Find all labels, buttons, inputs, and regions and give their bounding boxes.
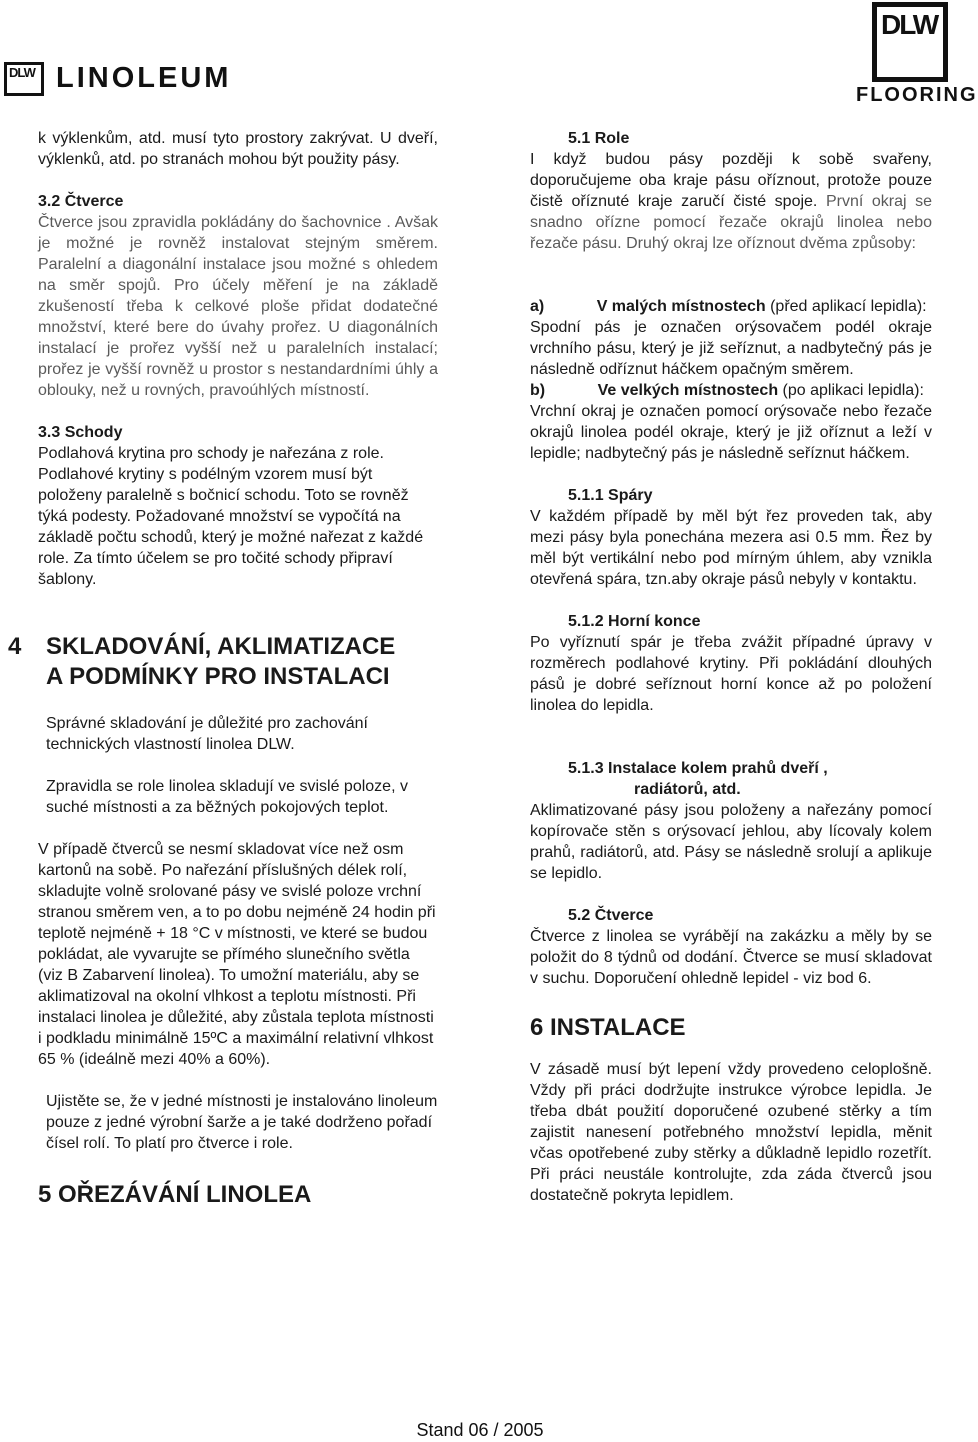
logo-lettering: DLW [9,65,35,80]
s33-p5: Za tímto účelem se pro točité schody připraví šablony. [38,550,393,588]
section-3-2-text [38,212,438,401]
section-5-2-text [530,926,932,989]
option-b-text: Vrchní okraj je označen pomocí orýsovače nebo řezače okrajů linolea podél okraje, který je již oříznut a leží v lepidle; nadbytečný pás je následně seříznut háčkem. [530,403,932,462]
s52-p3: Doporučení ohledně lepidel - viz bod 6. [594,970,872,987]
s4-p3d: Při instalaci linolea je důležité, aby zůstala teplota místnosti i podkladu minimálně 15ºC a maximální relativní vlhkost 65 % (ideálně mezi 40% a 60%). [38,988,434,1068]
section-5-1-2-text [530,632,932,716]
section-5-2-heading: 5.2 Čtverce [568,907,654,924]
brand-flooring: FLOORING [856,84,978,106]
footer-stand: Stand 06 / 2005 [416,1420,544,1440]
logo-lettering: DLW [881,9,938,40]
section-5-1-2-heading: 5.1.2 Horní konce [568,613,701,630]
section-5-1-3-heading-2: radiátorů, atd. [634,781,741,798]
section-4-title-1: SKLADOVÁNÍ, AKLIMATIZACE [46,633,396,660]
right-column [530,128,932,1206]
s512-p1: Po vyříznutí spár je třeba zvážit případné úpravy v rozměrech podlahové krytiny. [530,634,932,672]
option-a-bold: V malých místnostech [596,298,766,315]
option-b-label: b) [530,382,546,399]
s4-p3a: V případě čtverců se nesmí skladovat více než osm kartonů na sobě. [38,841,404,879]
option-a-heading [530,296,932,317]
section-5-1-heading: 5.1 Role [568,130,630,147]
s33-p4: Požadované množství se vypočítá na základě počtu schodů, který je možné nařezat z každé role. [38,508,424,567]
section-5-1-3-heading-1: 5.1.3 Instalace kolem prahů dveří , [568,760,828,777]
s32-p1: Čtverce jsou zpravidla pokládány do šachovnice . Avšak je možné je rovněž instalovat stejným směrem. Paralelní a diagonální instalace jsou možné s ohledem na směr spojů. [38,214,438,294]
section-4-p4: Ujistěte se, že v jedné místnosti je instalováno linoleum pouze z jedné výrobní šarže a je také dodrženo pořadí čísel rolí. To platí pro čtverce i role. [46,1093,438,1152]
s4-p3c: To umožní materiálu, aby se aklimatizoval na okolní vlhkost a teplotu místnosti. [38,967,420,1005]
section-6-text: V zásadě musí být lepení vždy provedeno celoplošně. Vždy při práci dodržujte instrukce výrobce lepidla. Je třeba dbát použití doporučené ozubené stěrky a tím zajistit nanesení potřebného množství lepidla, měnit včas opotřebené zuby stěrky a důkladně lepidlo rozetřít. Při práci neustále kontrolujte, zda záda čtverců jsou dostatečně pokryta lepidlem. [530,1061,932,1204]
option-b-rest: (po aplikaci lepidla): [782,382,924,399]
s33-p3: Toto se rovněž týká podesty. [38,487,409,525]
option-b-heading [530,380,932,401]
s51-p1: I když budou pásy později k sobě svařeny, doporučujeme oba kraje pásu oříznout, protože pouze čistě oříznuté kraje zaručí čisté spoje. [530,151,932,210]
left-column [8,128,438,1210]
section-4-p1: Správné skladování je důležité pro zachování technických vlastností linolea DLW. [46,715,368,753]
s4-p3b: Po nařezání příslušných délek rolí, skladujte volně srolované pásy ve svislé poloze vrchní stranou směrem ven, a to po dobu nejméně 24 hodin při teplotě nejméně + 18 °C v místnosti, ve které se budou pokládat, ale vyvarujte se přímého slunečního světla (viz B Zabarvení linolea). [38,862,436,984]
dlw-small-logo [4,62,44,96]
section-3-2-heading: 3.2 Čtverce [38,193,124,210]
s52-p1: Čtverce z linolea se vyrábějí na zakázku a měly by se položit do 8 týdnů od dodání. [530,928,932,966]
section-5-1-text [530,149,932,254]
option-b-bold: Ve velkých místnostech [597,382,779,399]
dlw-large-logo [872,2,948,82]
section-3-3-heading: 3.3 Schody [38,424,123,441]
section-4-title-2: A PODMÍNKY PRO INSTALACI [46,663,390,690]
section-5-1-1-heading: 5.1.1 Spáry [568,487,653,504]
option-a-label: a) [530,298,545,315]
option-a-text: Spodní pás je označen orýsovačem podél okraje vrchního pásu, který je již seříznut, a nadbytečný pás je následně odříznut háčkem opačným směrem. [530,319,932,378]
s33-p1: Podlahová krytina pro schody je nařezána z role. [38,445,384,462]
s32-p2: Pro účely měření je na základě zkušeností třeba k celkové ploše přidat dodatečné množství, které bere do úvahy prořez. [38,277,438,336]
section-4-heading [8,632,438,692]
intro-paragraph: k výklenkům, atd. musí tyto prostory zakrývat. U dveří, výklenků, atd. po stranách mohou být použity pásy. [38,130,438,168]
s512-p2: Při pokládání dlouhých pásů je dobré seříznout horní konce až po položení linolea do lepidla. [530,655,933,714]
section-6-heading: 6 INSTALACE [530,1014,686,1041]
section-5-1-1-text: V každém případě by měl být řez proveden tak, aby mezi pásy byla ponechána mezera asi 0.5 mm. Řez by měl být vertikální nebo pod mírným úhlem, aby vznikla otevřená spára, tzn.aby okraje pásů nebyly v kontaktu. [530,508,932,588]
s32-p3: U diagonálních instalací je prořez vyšší než u paralelních instalací; prořez je vyšší rovněž u prostor s nestandardními úhly a oblouky, než u rovných, pravoúhlých místností. [38,319,438,399]
section-5-heading: 5 OŘEZÁVÁNÍ LINOLEA [38,1181,312,1208]
s33-p2: Podlahové krytiny s podélným vzorem musí být položeny paralelně s bočnicí schodu. [38,466,373,504]
section-3-3-text [38,443,438,590]
section-5-1-3-text: Aklimatizované pásy jsou položeny a nařezány pomocí kopírovače stěn s orýsovací jehlou, aby lícovaly kolem prahů, radiátorů, atd. Pásy se následně srolují a aplikuje se lepidlo. [530,802,932,882]
option-a-rest: (před aplikací lepidla): [770,298,927,315]
s51-p2: První okraj se snadno ořízne pomocí řezače okrajů linolea nebo řezače pásu. [530,193,933,252]
section-4-p3 [38,839,438,1070]
brand-linoleum: LINOLEUM [56,62,232,94]
s51-p3: Druhý okraj lze oříznout dvěma způsoby: [626,235,916,252]
s52-p2: Čtverce se musí skladovat v suchu. [530,949,932,987]
section-4-number: 4 [8,633,22,660]
section-4-p2: Zpravidla se role linolea skladují ve svislé poloze, v suché místnosti a za běžných pokojových teplot. [46,778,408,816]
